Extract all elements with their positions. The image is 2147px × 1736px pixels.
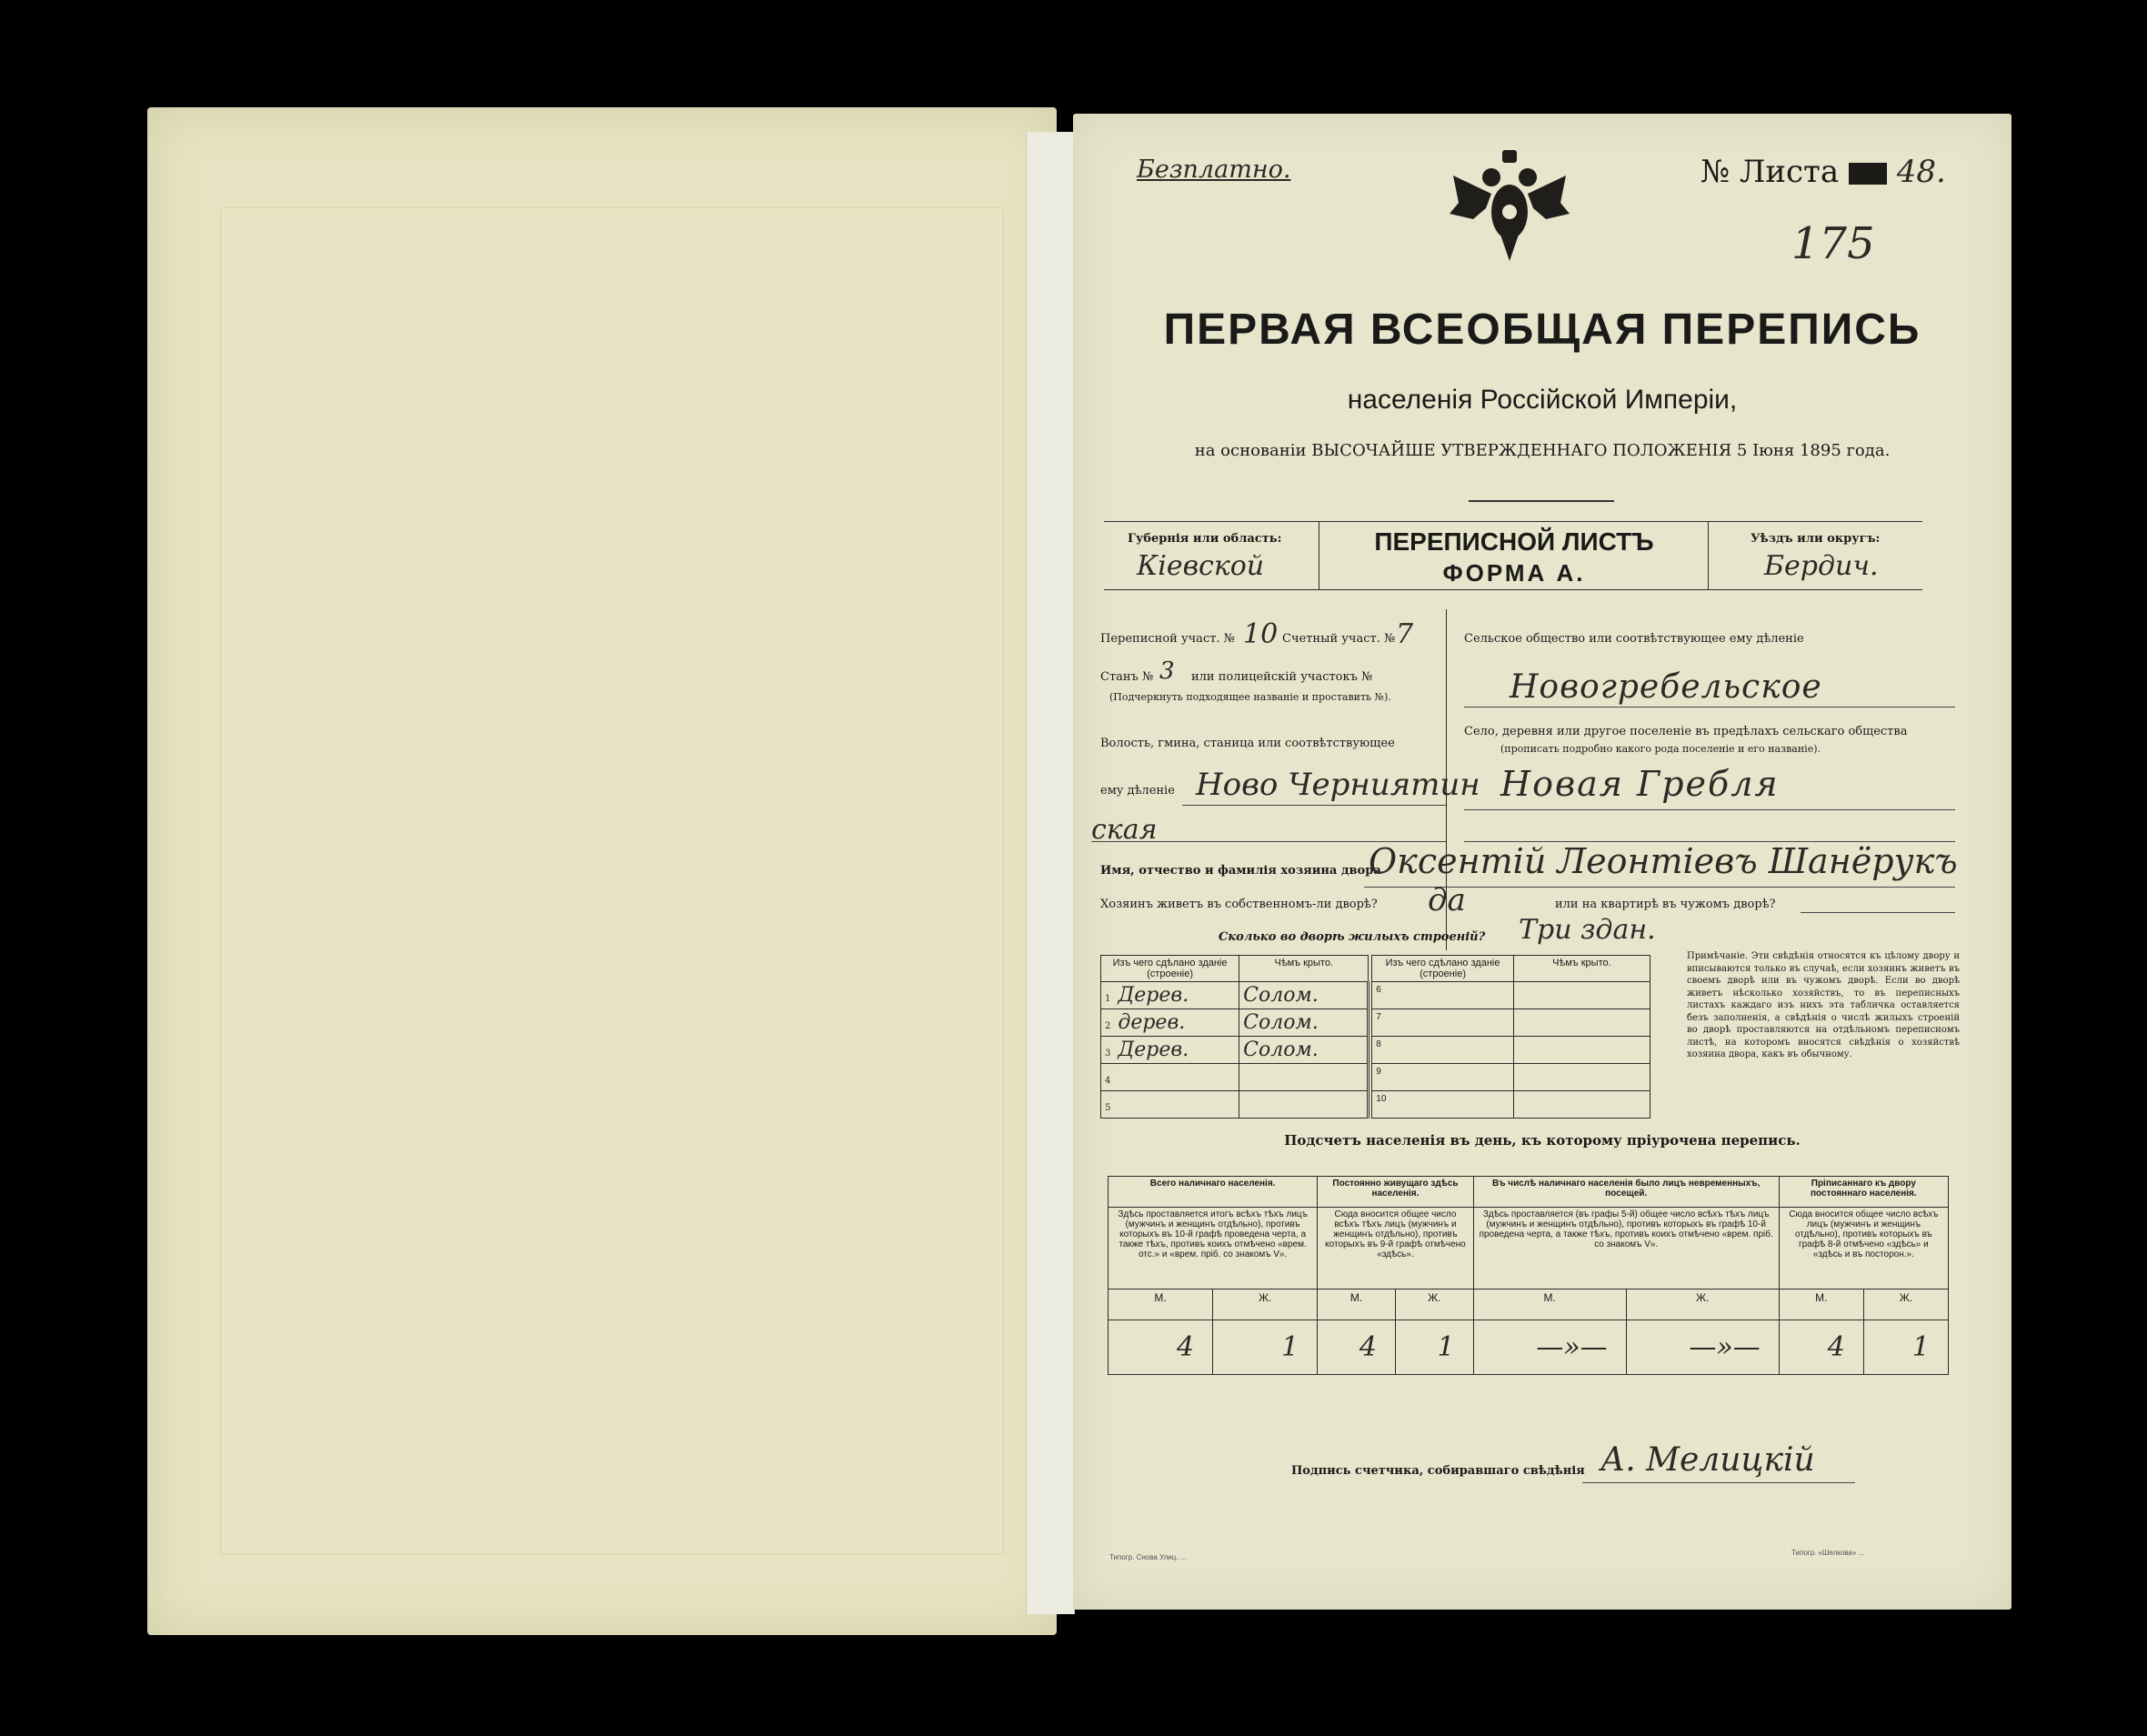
count-value: 1 <box>1863 1320 1948 1375</box>
population-count-table <box>1108 1176 1949 1375</box>
village-label: Село, деревня или другое поселеніе въ предѣлахъ сельскаго общества <box>1464 725 1908 738</box>
archive-page-number: 175 <box>1791 218 1875 269</box>
police-note: (Подчеркнуть подходящее названіе и проставить №). <box>1109 691 1391 703</box>
row-number: 5 <box>1105 1103 1111 1113</box>
building-roof-2 <box>1513 1037 1650 1064</box>
owner-value: Оксентій Леонтіевъ Шанёрукъ <box>1369 841 1958 881</box>
male-col-header: М. <box>1473 1289 1626 1320</box>
building-material <box>1101 1091 1239 1119</box>
building-material-2 <box>1372 982 1514 1009</box>
building-row <box>1101 1037 1650 1064</box>
row-number: 10 <box>1376 1094 1387 1104</box>
col-material-2: Изъ чего сдѣлано зданіе (строеніе) <box>1372 956 1514 982</box>
count-value: —»— <box>1626 1320 1779 1375</box>
building-material-2 <box>1372 1037 1514 1064</box>
volost-value: Ново Черниятин <box>1196 767 1480 803</box>
row-number: 8 <box>1376 1039 1381 1049</box>
count-title: Подсчетъ населенія въ день, къ которому пріурочена перепись. <box>1284 1132 1801 1149</box>
male-col-header: М. <box>1318 1289 1396 1320</box>
free-label: Безплатно. <box>1137 156 1291 184</box>
building-roof <box>1239 1091 1369 1119</box>
count-value: 1 <box>1395 1320 1473 1375</box>
building-material-text: Дерев. <box>1118 1039 1189 1061</box>
left-blank-page <box>147 107 1057 1635</box>
building-material-2 <box>1372 1064 1514 1091</box>
rented-label: или на квартирѣ въ чужомъ дворѣ? <box>1555 898 1776 911</box>
village-note: (прописать подробно какого рода поселеніе и его названіе). <box>1500 743 1821 755</box>
owner-label: Имя, отчество и фамилія хозяина двора <box>1100 864 1381 878</box>
sheet-number-value: 48. <box>1896 154 1946 190</box>
male-col-header: М. <box>1109 1289 1213 1320</box>
building-roof: Солом. <box>1239 1009 1369 1037</box>
row-number: 1 <box>1105 994 1111 1004</box>
own-yard-label: Хозяинъ живетъ въ собственномъ-ли дворѣ? <box>1100 898 1378 911</box>
building-roof-2 <box>1513 982 1650 1009</box>
building-material-2 <box>1372 1091 1514 1119</box>
building-material <box>1101 1037 1239 1064</box>
building-material-2 <box>1372 1009 1514 1037</box>
building-roof <box>1239 1064 1369 1091</box>
col-roof-2: Чѣмъ крыто. <box>1513 956 1650 982</box>
double-headed-eagle-emblem <box>1446 148 1573 266</box>
row-number: 3 <box>1105 1049 1111 1059</box>
volost-label: Волость, гмина, станица или соотвѣтствующее <box>1100 737 1395 750</box>
buildings-label: Сколько во дворѣ жилыхъ строеній? <box>1219 930 1486 944</box>
count-group-desc: Сюда вносится общее число всѣхъ тѣхъ лицъ (мужчинъ и женщинъ отдѣльно), противъ которыхъ въ 9-й графѣ отмѣчено «здѣсь». <box>1318 1208 1473 1289</box>
stan-label: Станъ № <box>1100 670 1154 684</box>
legal-basis: на основаніи ВЫСОЧАЙШЕ УТВЕРЖДЕННАГО ПОЛОЖЕНІЯ 5 Іюня 1895 года. <box>1194 441 1891 460</box>
province-label: Губернія или область: <box>1128 532 1282 546</box>
building-material <box>1101 1009 1239 1037</box>
census-form-page <box>1073 114 2012 1610</box>
building-row <box>1101 1064 1650 1091</box>
census-subtitle: населенія Россійской Имперіи, <box>1347 385 1738 415</box>
count-group-desc: Сюда вносится общее число всѣхъ лицъ (мужчинъ и женщинъ отдѣльно), противъ которыхъ въ графѣ 8-й отмѣчено «здѣсь» и «здѣсь и въ посторон.». <box>1779 1208 1948 1289</box>
form-title: ПЕРЕПИСНОЙ ЛИСТЪ <box>1374 527 1654 556</box>
census-title: ПЕРВАЯ ВСЕОБЩАЯ ПЕРЕПИСЬ <box>1163 306 1921 354</box>
count-value: 1 <box>1213 1320 1318 1375</box>
buildings-value: Три здан. <box>1519 914 1656 946</box>
count-value: —»— <box>1473 1320 1626 1375</box>
building-material <box>1101 982 1239 1009</box>
form-name: ФОРМА А. <box>1442 559 1586 587</box>
row-number: 2 <box>1105 1021 1111 1031</box>
printer-mark-right: Типогр. «Шелкова» ... <box>1791 1549 1865 1557</box>
count-section-label: Счетный участ. № <box>1282 632 1396 646</box>
count-value: 4 <box>1109 1320 1213 1375</box>
male-col-header: М. <box>1779 1289 1863 1320</box>
building-row <box>1101 1091 1650 1119</box>
count-value: 4 <box>1318 1320 1396 1375</box>
sheet-number <box>1701 154 1946 190</box>
building-roof: Солом. <box>1239 1037 1369 1064</box>
female-col-header: Ж. <box>1863 1289 1948 1320</box>
female-col-header: Ж. <box>1626 1289 1779 1320</box>
count-section-value: 7 <box>1396 618 1414 650</box>
building-roof-2 <box>1513 1009 1650 1037</box>
census-section-label: Переписной участ. № <box>1100 632 1235 646</box>
signature-label: Подпись счетчика, собиравшаго свѣдѣнія <box>1291 1464 1585 1478</box>
page-fold-strip <box>1026 132 1075 1614</box>
building-material-text: дерев. <box>1118 1011 1186 1034</box>
ornament-divider <box>1469 500 1614 502</box>
count-group-title: Постоянно живущаго здѣсь населенія. <box>1318 1177 1473 1208</box>
stan-value: 3 <box>1159 657 1175 685</box>
village-value: Новая Гребля <box>1500 764 1780 804</box>
census-section-value: 10 <box>1243 618 1279 650</box>
count-group-title: Пріписаннаго къ двору постояннаго населенія. <box>1779 1177 1948 1208</box>
volost-label-2: ему дѣленіе <box>1100 784 1175 798</box>
redaction-mark <box>1849 163 1887 185</box>
count-group-desc: Здѣсь проставляется (въ графы 5-й) общее число всѣхъ тѣхъ лицъ (мужчинъ и женщинъ отдѣльно), противъ которыхъ въ графѣ 10-й проведена черта, а также тѣхъ, противъ коихъ отмѣчено «врем. пріб. со знакомъ V». <box>1473 1208 1779 1289</box>
count-group-title: Въ числѣ наличнаго населенія было лицъ невременныхъ, посещей. <box>1473 1177 1779 1208</box>
signature-value: А. Мелицкій <box>1600 1441 1815 1479</box>
count-group-title: Всего наличнаго населенія. <box>1109 1177 1318 1208</box>
rural-society-value: Новогребельское <box>1510 668 1822 706</box>
district-value: Бердич. <box>1764 550 1879 582</box>
building-roof-2 <box>1513 1091 1650 1119</box>
building-roof-2 <box>1513 1064 1650 1091</box>
count-value: 4 <box>1779 1320 1863 1375</box>
province-value: Кіевской <box>1137 550 1265 582</box>
female-col-header: Ж. <box>1213 1289 1318 1320</box>
female-col-header: Ж. <box>1395 1289 1473 1320</box>
own-yard-value: да <box>1428 882 1466 918</box>
police-label: или полицейскій участокъ № <box>1191 670 1373 684</box>
building-roof: Солом. <box>1239 982 1369 1009</box>
volost-value-2: ская <box>1091 814 1158 846</box>
sheet-number-label: № Листа <box>1701 154 1840 190</box>
row-number: 4 <box>1105 1076 1111 1086</box>
buildings-note: Примѣчаніе. Эти свѣдѣнія относятся къ цѣлому двору и вписываются только въ случаѣ, если хозяинъ живетъ въ своемъ дворѣ или въ чужомъ дворѣ. Если во дворѣ живетъ нѣсколько хозяйствъ, то въ переписныхъ листахъ каждаго изъ нихъ эта табличка оставляется безъ заполненія, а свѣдѣнія о числѣ жилыхъ строеній во дворѣ проставляются на отдѣльномъ переписномъ листѣ, на которомъ вносятся свѣдѣнія о хозяйствѣ хозяина двора, какъ въ обычному. <box>1687 951 1960 1059</box>
col-roof: Чѣмъ крыто. <box>1239 956 1369 982</box>
building-material-text: Дерев. <box>1118 984 1189 1007</box>
building-row <box>1101 1009 1650 1037</box>
col-material: Изъ чего сдѣлано зданіе (строеніе) <box>1101 956 1239 982</box>
row-number: 9 <box>1376 1067 1381 1077</box>
building-material <box>1101 1064 1239 1091</box>
count-group-desc: Здѣсь проставляется итогъ всѣхъ тѣхъ лицъ (мужчинъ и женщинъ отдѣльно), противъ которыхъ въ 10-й графѣ проведена черта, а также тѣхъ, противъ коихъ отмѣчено «врем. отс.» и «врем. пріб. со знакомъ V». <box>1109 1208 1318 1289</box>
building-row <box>1101 982 1650 1009</box>
rural-society-label: Сельское общество или соотвѣтствующее ему дѣленіе <box>1464 632 1804 646</box>
printer-mark-left: Типогр. Снова Улиц. ... <box>1109 1553 1187 1561</box>
show-through-ghost <box>220 207 1004 1555</box>
buildings-table <box>1100 955 1650 1119</box>
row-number: 6 <box>1376 985 1381 995</box>
district-label: Уѣздъ или округъ: <box>1751 532 1881 546</box>
row-number: 7 <box>1376 1012 1381 1022</box>
